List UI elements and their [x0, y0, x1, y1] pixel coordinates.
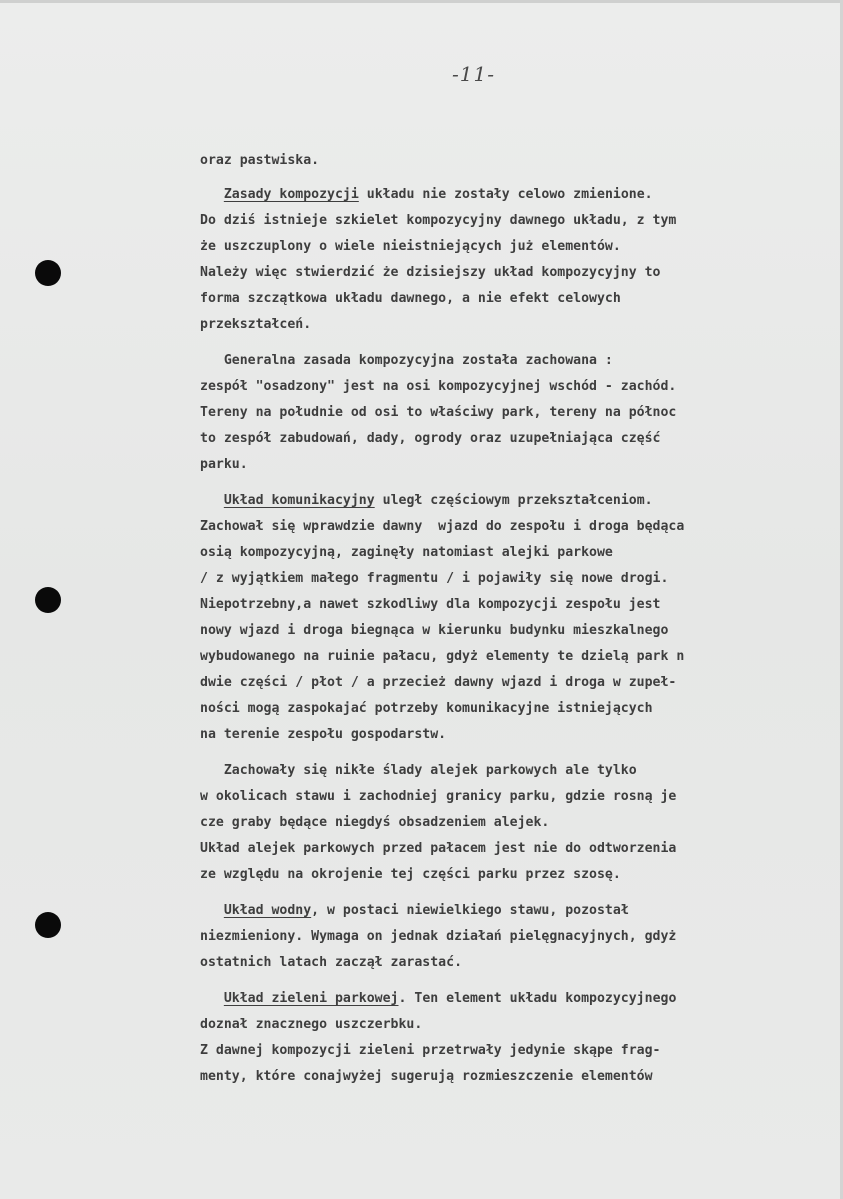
paragraph [200, 758, 840, 888]
text-line: oraz pastwiska. [200, 153, 320, 168]
line-text: uległ częściowym przekształceniom. [374, 493, 653, 508]
underlined-heading: Układ wodny [223, 903, 312, 918]
paragraph [200, 148, 840, 174]
typed-body-text [200, 148, 840, 1090]
text-line [200, 182, 840, 208]
punch-hole [35, 912, 61, 938]
indent [200, 991, 224, 1006]
text-line: zespół "osadzony" jest na osi kompozycyjnej wschód - zachód. [200, 379, 677, 394]
text-line: że uszczuplony o wiele nieistniejących już elementów. [200, 239, 621, 254]
paragraph-gap [200, 338, 840, 348]
text-line: dwie części / płot / a przecież dawny wjazd i droga w zupeł- [200, 675, 677, 690]
text-line: parku. [200, 457, 248, 472]
paragraph-gap [200, 478, 840, 488]
text-line: Generalna zasada kompozycyjna została zachowana : [200, 353, 613, 368]
text-line: doznał znacznego uszczerbku. [200, 1017, 423, 1032]
text-line: Zachowały się nikłe ślady alejek parkowych ale tylko [200, 763, 637, 778]
text-line: / z wyjątkiem małego fragmentu / i pojawiły się nowe drogi. [200, 571, 669, 586]
underlined-heading: Układ zieleni parkowej [223, 991, 399, 1006]
text-line: ostatnich latach zaczął zarastać. [200, 955, 463, 970]
text-line: Z dawnej kompozycji zieleni przetrwały jedynie skąpe frag- [200, 1043, 661, 1058]
punch-hole [35, 260, 61, 286]
text-line: ze względu na okrojenie tej części parku przez szosę. [200, 867, 621, 882]
underlined-heading: Układ komunikacyjny [223, 493, 375, 508]
indent [200, 187, 224, 202]
page-number: -11- [452, 62, 495, 86]
text-line: forma szczątkowa układu dawnego, a nie efekt celowych [200, 291, 621, 306]
text-line: osią kompozycyjną, zaginęły natomiast alejki parkowe [200, 545, 613, 560]
paragraph [200, 986, 840, 1090]
page-top-edge [0, 0, 843, 3]
text-line: niezmieniony. Wymaga on jednak działań pielęgnacyjnych, gdyż [200, 929, 677, 944]
paragraph [200, 182, 840, 338]
line-text: . Ten element układu kompozycyjnego [398, 991, 677, 1006]
text-line [200, 898, 840, 924]
text-line: nowy wjazd i droga biegnąca w kierunku budynku mieszkalnego [200, 623, 669, 638]
text-line: Do dziś istnieje szkielet kompozycyjny dawnego układu, z tym [200, 213, 677, 228]
text-line: przekształceń. [200, 317, 312, 332]
paragraph [200, 488, 840, 748]
text-line: na terenie zespołu gospodarstw. [200, 727, 447, 742]
paragraph-gap [200, 976, 840, 986]
text-line: menty, które conajwyżej sugerują rozmieszczenie elementów [200, 1069, 653, 1084]
text-line: wybudowanego na ruinie pałacu, gdyż elementy te dzielą park n [200, 649, 685, 664]
paragraph-gap [200, 888, 840, 898]
text-line: Tereny na południe od osi to właściwy park, tereny na północ [200, 405, 677, 420]
text-line: w okolicach stawu i zachodniej granicy parku, gdzie rosną je [200, 789, 677, 804]
text-line: cze graby będące niegdyś obsadzeniem alejek. [200, 815, 550, 830]
text-line [200, 488, 840, 514]
paragraph-gap [200, 748, 840, 758]
text-line: Zachował się wprawdzie dawny wjazd do zespołu i droga będąca [200, 519, 685, 534]
text-line: to zespół zabudowań, dady, ogrody oraz uzupełniająca część [200, 431, 661, 446]
line-text: , w postaci niewielkiego stawu, pozostał [311, 903, 629, 918]
paragraph [200, 898, 840, 976]
indent [200, 903, 224, 918]
underlined-heading: Zasady kompozycji [223, 187, 359, 202]
text-line: Niepotrzebny,a nawet szkodliwy dla kompozycji zespołu jest [200, 597, 661, 612]
text-line: ności mogą zaspokajać potrzeby komunikacyjne istniejących [200, 701, 653, 716]
punch-hole [35, 587, 61, 613]
text-line: Należy więc stwierdzić że dzisiejszy układ kompozycyjny to [200, 265, 661, 280]
line-text: układu nie zostały celowo zmienione. [358, 187, 653, 202]
text-line [200, 986, 840, 1012]
indent [200, 493, 224, 508]
paragraph [200, 348, 840, 478]
paragraph-gap [200, 174, 840, 182]
text-line: Układ alejek parkowych przed pałacem jest nie do odtworzenia [200, 841, 677, 856]
